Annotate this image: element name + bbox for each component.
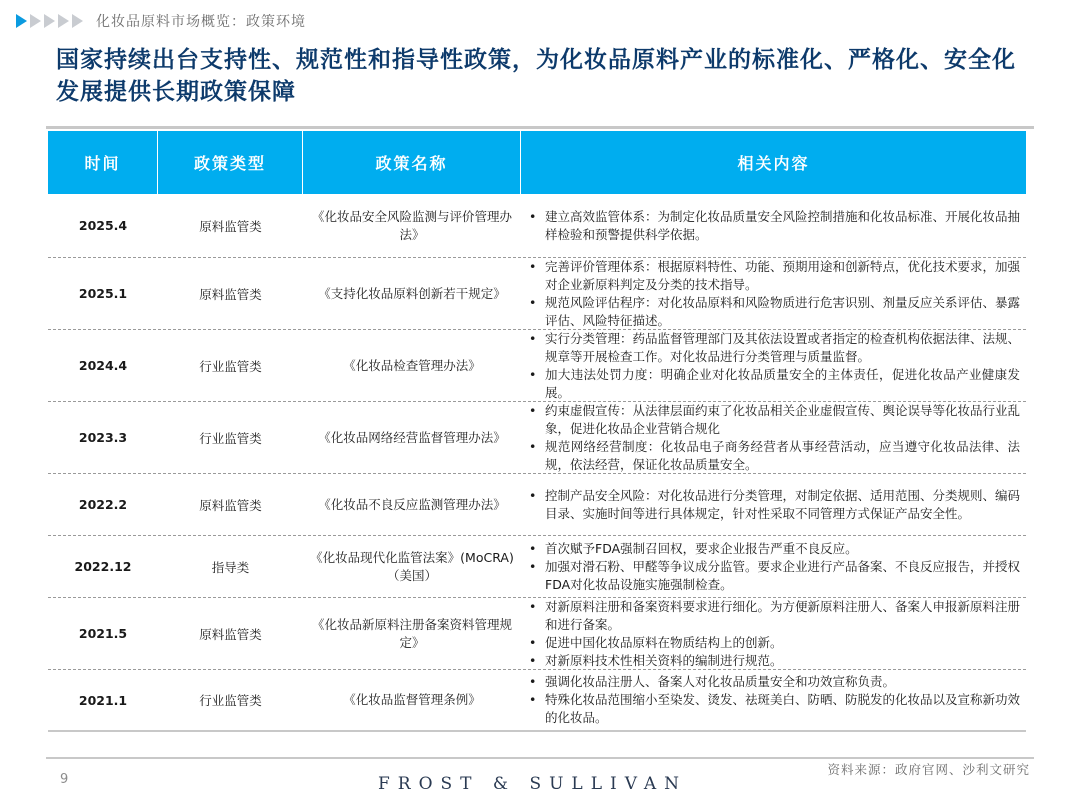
content-item: • 对新原料注册和备案资料要求进行细化。为方便新原料注册人、备案人申报新原料注册和进行备案。 (527, 598, 1020, 634)
cell-content (521, 670, 1026, 730)
page-title: 国家持续出台支持性、规范性和指导性政策，为化妆品原料产业的标准化、严格化、安全化发展提供长期政策保障 (56, 47, 1016, 105)
policy-table (48, 131, 1026, 732)
cell-name: 《化妆品不良反应监测管理办法》 (318, 496, 506, 512)
cell-type: 行业监管类 (199, 430, 262, 446)
frost-sullivan-logo: FROST & SULLIVAN (378, 774, 687, 794)
cell-type: 原料监管类 (199, 497, 262, 513)
cell-time: 2022.2 (78, 497, 128, 512)
content-item: • 完善评价管理体系：根据原料特性、功能、预期用途和创新特点，优化技术要求，加强对企业新原料判定及分类的技术指导。 (527, 258, 1020, 294)
header-policy-name: 政策名称 (303, 131, 521, 194)
content-item: • 特殊化妆品范围缩小至染发、烫发、祛斑美白、防晒、防脱发的化妆品以及宣称新功效的化妆品。 (527, 691, 1020, 727)
content-item: • 强调化妆品注册人、备案人对化妆品质量安全和功效宣称负责。 (527, 673, 1020, 691)
cell-content (521, 598, 1026, 669)
table-row (48, 194, 1026, 258)
content-item: • 首次赋予FDA强制召回权，要求企业报告严重不良反应。 (527, 540, 1020, 558)
header-policy-type: 政策类型 (158, 131, 303, 194)
table-row (48, 670, 1026, 732)
cell-time: 2021.1 (78, 692, 128, 708)
cell-name: 《化妆品现代化监管法案》(MoCRA)（美国） (310, 549, 514, 583)
cell-content (521, 330, 1026, 401)
breadcrumb-text: 化妆品原料市场概览：政策环境 (96, 14, 306, 30)
cell-content (521, 402, 1026, 473)
table-row (48, 330, 1026, 402)
content-item: • 对新原料技术性相关资料的编制进行规范。 (527, 652, 1020, 670)
content-item: • 加大违法处罚力度：明确企业对化妆品质量安全的主体责任，促进化妆品产业健康发展。 (527, 366, 1020, 402)
table-header (48, 131, 1026, 194)
page-number: 9 (60, 772, 69, 787)
table-row (48, 474, 1026, 536)
header-time: 时间 (48, 131, 158, 194)
cell-time: 2025.1 (78, 286, 128, 301)
source-note: 资料来源：政府官网、沙利文研究 (827, 762, 1030, 777)
cell-time: 2024.4 (78, 358, 128, 373)
table-row (48, 258, 1026, 330)
content-item: • 控制产品安全风险：对化妆品进行分类管理，对制定依据、适用范围、分类规则、编码目录、实施时间等进行具体规定，针对性采取不同管理方式保证产品安全性。 (527, 487, 1020, 523)
cell-type: 行业监管类 (199, 693, 262, 708)
table-row (48, 536, 1026, 598)
cell-name: 《化妆品检查管理办法》 (343, 357, 481, 373)
cell-time: 2023.3 (78, 430, 128, 445)
cell-content (521, 474, 1026, 535)
breadcrumb-chevrons-icon (16, 14, 86, 28)
breadcrumb (16, 10, 306, 32)
cell-content (521, 194, 1026, 257)
content-item: • 规范风险评估程序：对化妆品原料和风险物质进行危害识别、剂量反应关系评估、暴露评估、风险特征描述。 (527, 294, 1020, 330)
cell-name: 《化妆品网络经营监督管理办法》 (318, 429, 506, 445)
cell-time: 2025.4 (78, 218, 128, 233)
content-item: • 促进中国化妆品原料在物质结构上的创新。 (527, 634, 1020, 652)
cell-name: 《化妆品监督管理条例》 (343, 692, 481, 707)
cell-type: 原料监管类 (199, 218, 262, 234)
cell-name: 《支持化妆品原料创新若干规定》 (318, 285, 506, 301)
header-content: 相关内容 (737, 154, 810, 173)
content-item: • 实行分类管理：药品监督管理部门及其依法设置或者指定的检查机构依据法律、法规、规章等开展检查工作。对化妆品进行分类管理与质量监督。 (527, 330, 1020, 366)
table-row (48, 402, 1026, 474)
content-item: • 加强对滑石粉、甲醛等争议成分监管。要求企业进行产品备案、不良反应报告，并授权FDA对化妆品设施实施强制检查。 (527, 558, 1020, 594)
content-item: • 规范网络经营制度：化妆品电子商务经营者从事经营活动，应当遵守化妆品法律、法规，依法经营，保证化妆品质量安全。 (527, 438, 1020, 474)
cell-type: 行业监管类 (199, 358, 262, 374)
cell-type: 指导类 (211, 559, 250, 575)
table-row (48, 598, 1026, 670)
cell-name: 《化妆品新原料注册备案资料管理规定》 (311, 616, 512, 650)
cell-content (521, 536, 1026, 597)
cell-content (521, 258, 1026, 329)
content-item: • 建立高效监管体系：为制定化妆品质量安全风险控制措施和化妆品标准、开展化妆品抽样检验和预警提供科学依据。 (527, 208, 1020, 244)
cell-time: 2021.5 (78, 626, 128, 641)
footer-divider (46, 757, 1034, 759)
cell-type: 原料监管类 (199, 286, 262, 302)
title-divider (46, 126, 1034, 129)
cell-time: 2022.12 (74, 559, 132, 574)
content-item: • 约束虚假宣传：从法律层面约束了化妆品相关企业虚假宣传、舆论误导等化妆品行业乱象，促进化妆品企业营销合规化 (527, 402, 1020, 438)
cell-type: 原料监管类 (199, 626, 262, 642)
cell-name: 《化妆品安全风险监测与评价管理办法》 (311, 208, 512, 242)
